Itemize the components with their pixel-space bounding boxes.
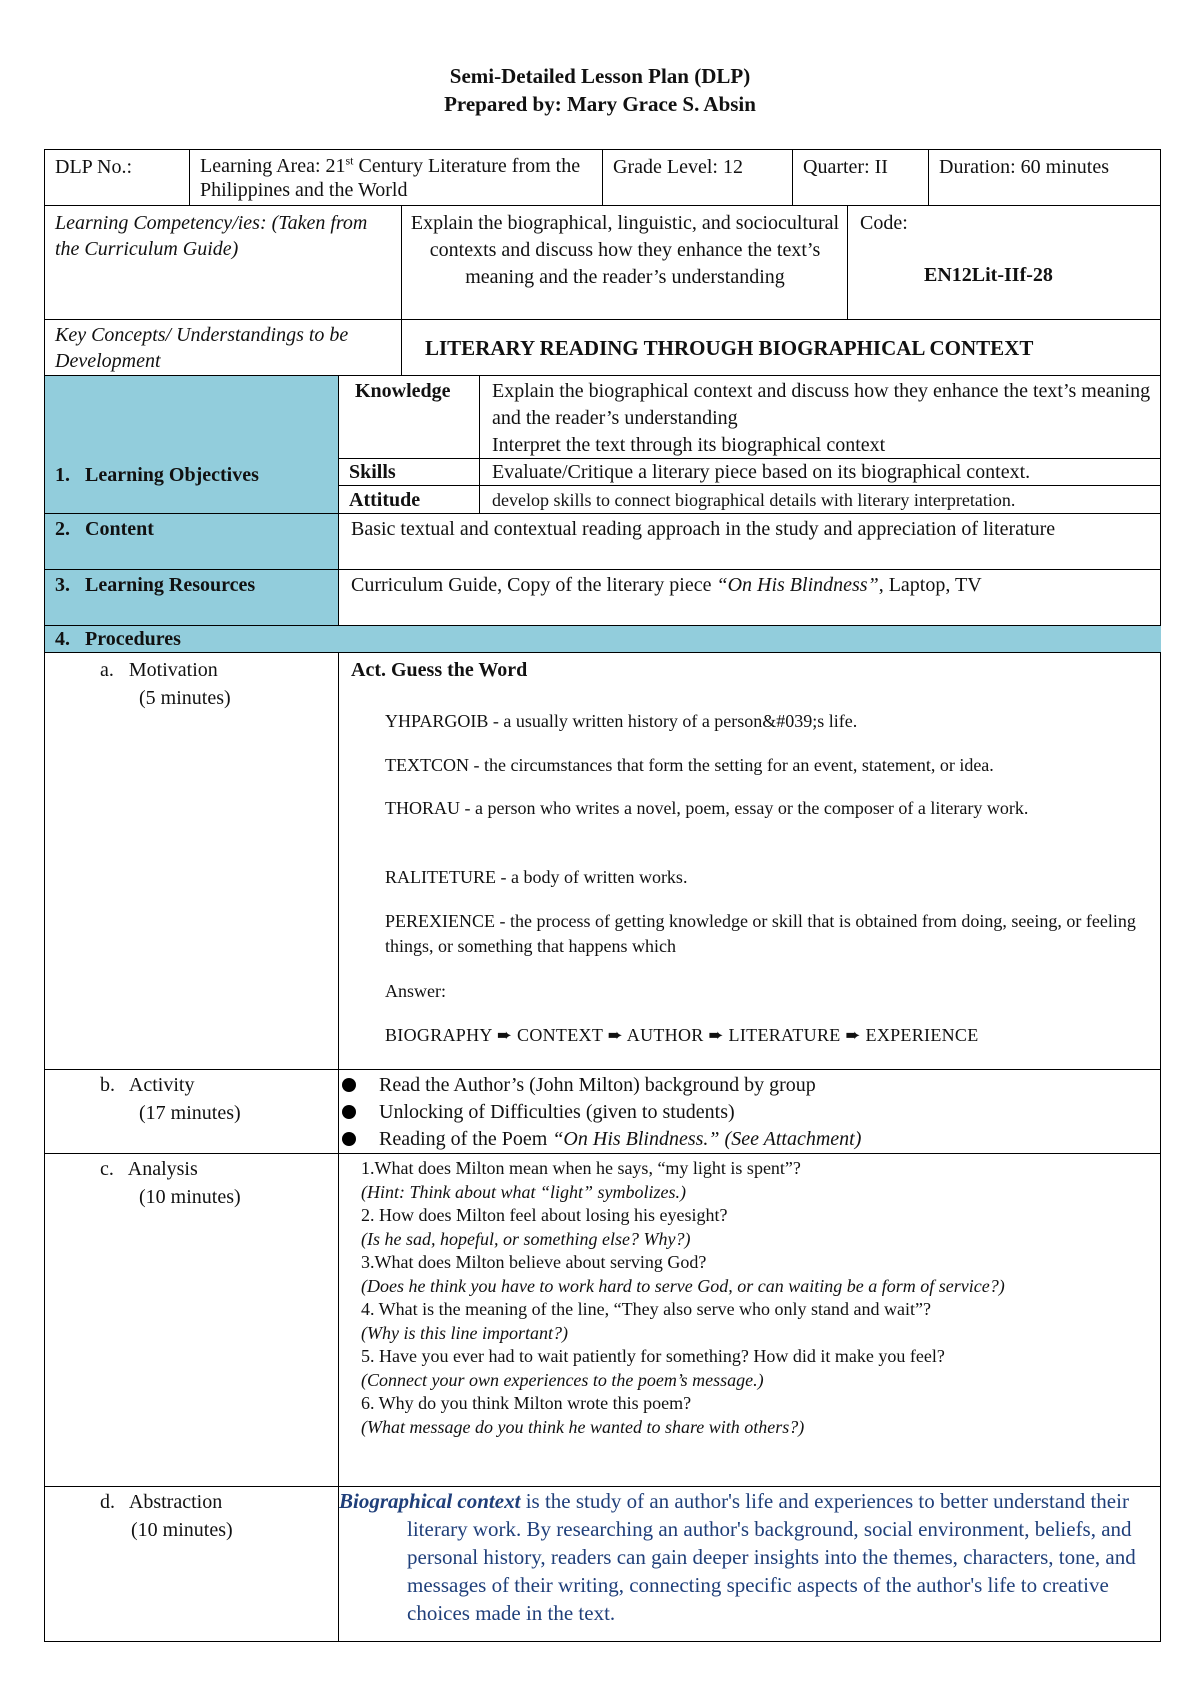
analysis-label: c. Analysis xyxy=(100,1158,198,1180)
abstraction-term: Biographical context xyxy=(339,1489,521,1513)
bullet-icon xyxy=(342,1132,356,1146)
analysis-question: 3.What does Milton believe about serving God? xyxy=(361,1252,707,1272)
document-title: Semi-Detailed Lesson Plan (DLP) xyxy=(449,64,751,88)
skills-text-cell xyxy=(479,458,1161,485)
guess-word-item: YHPARGOIB - a usually written history of a person&#039;s life. xyxy=(385,711,858,731)
key-concepts-label: Key Concepts/ Understandings to be Development xyxy=(55,324,349,372)
abstraction-definition: is the study of an author's life and experiences to better understand their literary work. By researching an author's background, social environment, beliefs, and personal history, readers can gain deeper insights into the themes, characters, tone, and messages of their writing, connecting specific aspects of the author's life to creative choices made in the text. xyxy=(407,1489,1136,1625)
key-concepts-value-cell xyxy=(401,319,1161,375)
analysis-hint: (Hint: Think about what “light” symbolizes.) xyxy=(361,1181,687,1202)
resources-text-after: , Laptop, TV xyxy=(878,574,982,596)
guess-word-title: Act. Guess the Word xyxy=(351,659,528,681)
analysis-label-cell xyxy=(44,1153,338,1486)
dlp-no: DLP No.: xyxy=(55,156,133,178)
key-concepts-label-cell xyxy=(44,319,401,375)
analysis-question: 5. Have you ever had to wait patiently for something? How did it make you feel? xyxy=(361,1346,945,1366)
abstraction-label-cell xyxy=(44,1486,338,1642)
duration-cell xyxy=(928,149,1161,205)
analysis-question: 4. What is the meaning of the line, “They also serve who only stand and wait”? xyxy=(361,1299,932,1319)
attitude-label: Attitude xyxy=(349,489,421,511)
analysis-hint: (Is he sad, hopeful, or something else? Why?) xyxy=(361,1228,691,1249)
analysis-content-cell xyxy=(338,1153,1161,1486)
content-label: 2. Content xyxy=(55,518,154,540)
content-text: Basic textual and contextual reading approach in the study and appreciation of literature xyxy=(351,518,1056,540)
abstraction-label: d. Abstraction xyxy=(100,1491,223,1513)
bullet-icon xyxy=(342,1078,356,1092)
analysis-hint: (Connect your own experiences to the poem’s message.) xyxy=(361,1369,764,1390)
activity-bullet-3-italic: “On His Blindness.” (See Attachment) xyxy=(552,1128,862,1150)
guess-word-item: THORAU - a person who writes a novel, poem, essay or the composer of a literary work. xyxy=(385,798,1029,818)
analysis-hint: (Why is this line important?) xyxy=(361,1322,568,1343)
activity-bullet-1: Read the Author’s (John Milton) background by group xyxy=(379,1074,816,1096)
attitude-text: develop skills to connect biographical details with literary interpretation. xyxy=(492,490,1016,510)
competency-text: Explain the biographical, linguistic, and sociocultural contexts and discuss how they enhance the text’s meaning and the reader’s understanding xyxy=(410,212,840,288)
knowledge-label-cell xyxy=(338,375,479,458)
attitude-text-cell xyxy=(479,485,1161,513)
attitude-label-cell xyxy=(338,485,479,513)
resources-poem-title: “On His Blindness” xyxy=(716,574,879,596)
answer-label: Answer: xyxy=(385,981,446,1001)
bullet-icon xyxy=(342,1105,356,1119)
motivation-content-cell xyxy=(338,652,1161,1069)
procedures-label: 4. Procedures xyxy=(55,628,181,650)
content-text-cell xyxy=(338,513,1161,569)
analysis-question: 6. Why do you think Milton wrote this poem? xyxy=(361,1393,692,1413)
resources-text-cell xyxy=(338,569,1161,625)
knowledge-text-1: Explain the biographical context and discuss how they enhance the text’s meaning and the reader’s understanding xyxy=(492,380,1151,429)
motivation-time: (5 minutes) xyxy=(139,687,231,709)
activity-bullet-3-plain: Reading of the Poem xyxy=(379,1128,553,1150)
resources-text-before: Curriculum Guide, Copy of the literary piece xyxy=(351,574,717,596)
learning-area-sup: st xyxy=(345,153,354,168)
abstraction-time: (10 minutes) xyxy=(131,1519,233,1541)
quarter-cell xyxy=(792,149,928,205)
key-concepts-value: LITERARY READING THROUGH BIOGRAPHICAL CONTEXT xyxy=(425,336,1034,360)
competency-text-cell xyxy=(401,205,847,319)
dlp-no-cell xyxy=(44,149,189,205)
guess-word-item: TEXTCON - the circumstances that form the setting for an event, statement, or idea. xyxy=(385,755,994,775)
competency-label-cell xyxy=(44,205,401,319)
grade-level-cell xyxy=(602,149,792,205)
code-cell xyxy=(847,205,1161,319)
motivation-label: a. Motivation xyxy=(100,659,218,681)
quarter: Quarter: II xyxy=(803,156,888,178)
code-label: Code: xyxy=(860,212,908,234)
activity-time: (17 minutes) xyxy=(139,1102,241,1124)
analysis-question: 1.What does Milton mean when he says, “my light is spent”? xyxy=(361,1158,801,1178)
learning-area-prefix: Learning Area: 21 xyxy=(200,155,346,177)
analysis-question: 2. How does Milton feel about losing his eyesight? xyxy=(361,1205,728,1225)
procedures-label-cell xyxy=(44,625,1161,652)
abstraction-text xyxy=(339,1487,1147,1627)
analysis-time: (10 minutes) xyxy=(139,1186,241,1208)
content-label-cell xyxy=(44,513,338,569)
activity-label-cell xyxy=(44,1069,338,1153)
objectives-label-cell xyxy=(44,375,338,513)
skills-label-cell xyxy=(338,458,479,485)
activity-label: b. Activity xyxy=(100,1074,195,1096)
analysis-hint: (What message do you think he wanted to share with others?) xyxy=(361,1416,805,1437)
objectives-label: 1. Learning Objectives xyxy=(55,464,259,486)
duration: Duration: 60 minutes xyxy=(939,156,1109,178)
learning-area-cell xyxy=(189,149,602,205)
analysis-questions xyxy=(361,1157,1131,1439)
resources-label: 3. Learning Resources xyxy=(55,574,256,596)
motivation-label-cell xyxy=(44,652,338,1069)
guess-word-item: RALITETURE - a body of written works. xyxy=(385,867,688,887)
knowledge-text xyxy=(492,378,1158,459)
activity-content-cell xyxy=(338,1069,1161,1153)
activity-bullet-2: Unlocking of Difficulties (given to students) xyxy=(379,1101,735,1123)
resources-label-cell xyxy=(44,569,338,625)
competency-label: Learning Competency/ies: (Taken from the Curriculum Guide) xyxy=(55,212,368,260)
analysis-hint: (Does he think you have to work hard to serve God, or can waiting be a form of service?) xyxy=(361,1275,1005,1296)
knowledge-label: Knowledge xyxy=(355,380,451,402)
grade-level: Grade Level: 12 xyxy=(613,156,743,178)
prepared-by: Prepared by: Mary Grace S. Absin xyxy=(444,92,756,116)
skills-label: Skills xyxy=(349,461,396,483)
document-header xyxy=(0,62,1200,118)
learning-area xyxy=(200,154,585,202)
code-value: EN12Lit-IIf-28 xyxy=(924,264,1053,286)
answer-text: BIOGRAPHY ➨ CONTEXT ➨ AUTHOR ➨ LITERATURE ➨ EXPERIENCE xyxy=(385,1025,979,1045)
abstraction-content-cell xyxy=(338,1486,1161,1642)
learning-area-suffix: Century Literature from the Philippines and the World xyxy=(200,155,581,201)
guess-word-item: PEREXIENCE - the process of getting knowledge or skill that is obtained from doing, seeing, or feeling things, or something that happens which xyxy=(385,911,1136,956)
activity-bullet-3 xyxy=(379,1126,861,1152)
knowledge-text-cell xyxy=(479,375,1161,458)
knowledge-text-2: Interpret the text through its biographical context xyxy=(492,434,886,456)
resources-text xyxy=(351,572,1091,598)
skills-text: Evaluate/Critique a literary piece based on its biographical context. xyxy=(492,461,1031,483)
